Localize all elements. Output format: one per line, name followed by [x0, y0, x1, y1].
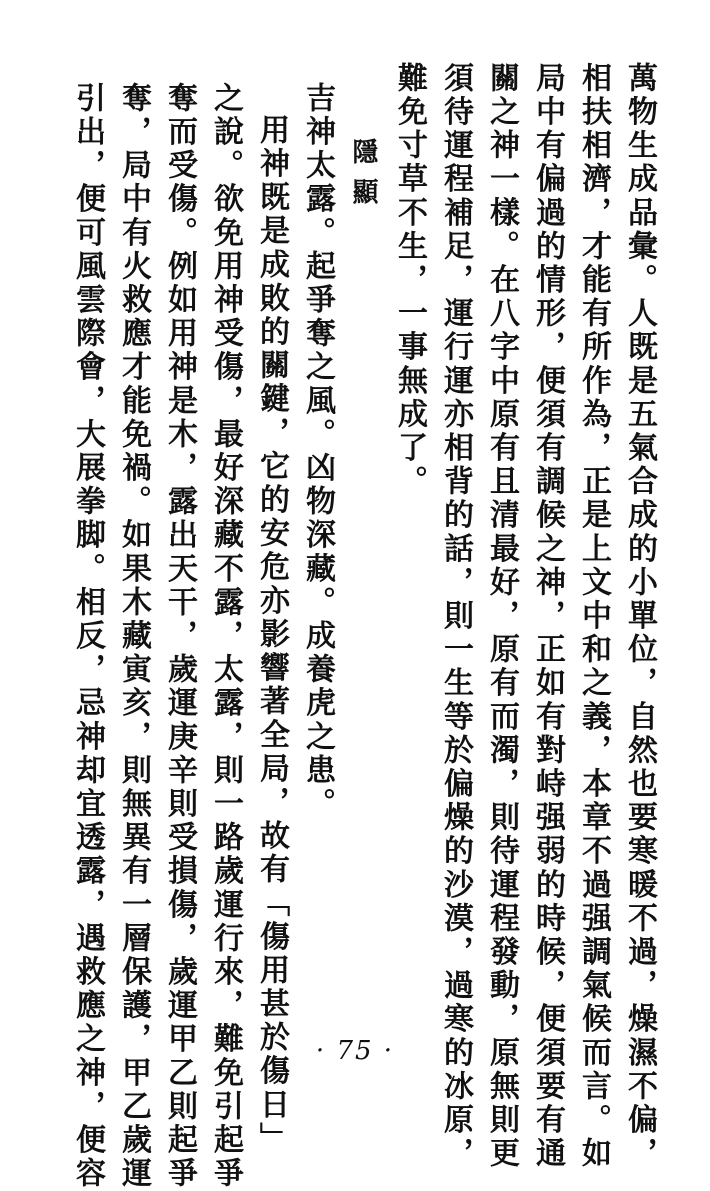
text-column-1: 萬物生成品彙。人既是五氣合成的小單位，自然也要寒暖不過，燥濕不偏， [622, 62, 657, 1171]
text-column-3: 局中有偏過的情形，便須有調候之神，正如有對峙强弱的時候，便須要有通 [530, 62, 565, 1171]
text-column-2: 相扶相濟，才能有所作為，正是上文中和之義，本章不過强調氣候而言。如 [576, 62, 611, 1171]
verse-column: 吉神太露。起爭奪之風。凶物深藏。成養虎之患。 [300, 82, 335, 822]
commentary-column-4: 奪，局中有火救應才能免禍。如果木藏寅亥，則無異有一層保護，甲乙歲運 [116, 82, 151, 1191]
text-column-4: 關之神一樣。在八字中原有且清最好，原有而濁，則待運程發動，原無則更 [484, 62, 519, 1171]
commentary-column-5: 引出，便可風雲際會，大展拳脚。相反，忌神却宜透露，遇救應之神，便容 [70, 82, 105, 1191]
commentary-column-3: 奪而受傷。例如用神是木，露出天干，歲運庚辛則受損傷，歲運甲乙則起爭 [162, 82, 197, 1191]
commentary-column-1: 用神既是成敗的關鍵，它的安危亦影響著全局，故有「傷用甚於傷日」 [254, 114, 289, 1156]
text-column-6: 難免寸草不生，一事無成了。 [392, 62, 427, 499]
page-number: · 75 · [315, 1036, 395, 1066]
commentary-column-2: 之說。欲免用神受傷，最好深藏不露，太露，則一路歲運行來，難免引起爭 [208, 82, 243, 1191]
section-heading: 隱顯 [348, 138, 378, 218]
text-column-5: 須待運程補足，運行運亦相背的話，則一生等於偏燥的沙漠，過寒的冰原， [438, 62, 473, 1171]
